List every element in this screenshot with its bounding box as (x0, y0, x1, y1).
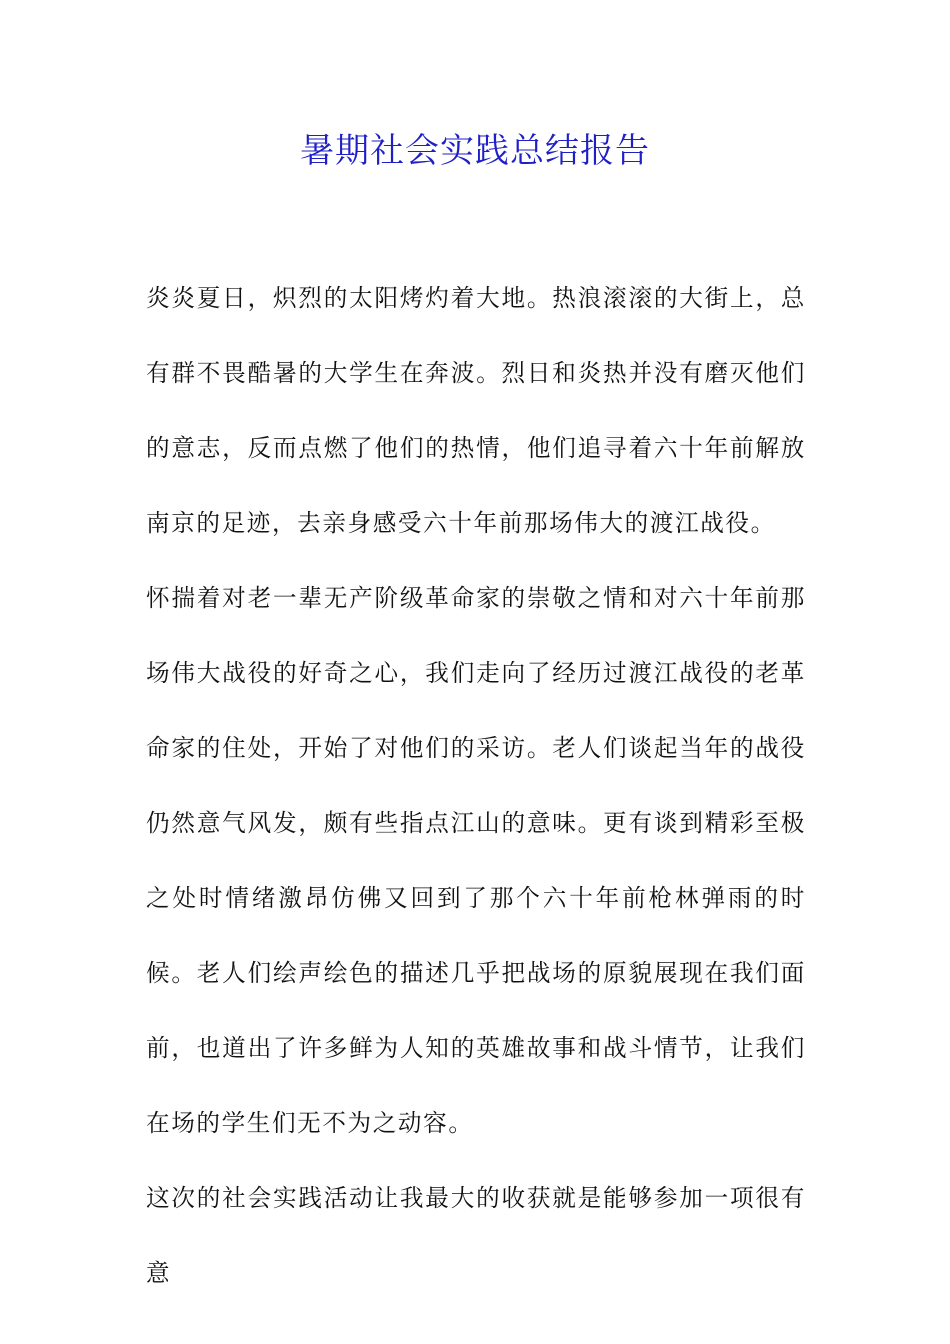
document-title: 暑期社会实践总结报告 (300, 131, 650, 171)
paragraph-3: 这次的社会实践活动让我最大的收获就是能够参加一项很有意 (146, 1184, 806, 1287)
paragraph-2: 怀揣着对老一辈无产阶级革命家的崇敬之情和对六十年前那场伟大战役的好奇之心，我们走向了经历过渡江战役的老革命家的住处，开始了对他们的采访。老人们谈起当年的战役仍然意气风发，颇有些指点江山的意味。更有谈到精彩至极之处时情绪激昂仿佛又回到了那个六十年前枪林弹雨的时候。老人们绘声绘色的描述几乎把战场的原貌展现在我们面前，也道出了许多鲜为人知的英雄故事和战斗情节，让我们在场的学生们无不为之动容。 (146, 584, 806, 1137)
document-body (146, 261, 806, 1311)
paragraph-1: 炎炎夏日，炽烈的太阳烤灼着大地。热浪滚滚的大街上，总有群不畏酷暑的大学生在奔波。烈日和炎热并没有磨灭他们的意志，反而点燃了他们的热情，他们追寻着六十年前解放南京的足迹，去亲身感受六十年前那场伟大的渡江战役。 (146, 284, 806, 537)
